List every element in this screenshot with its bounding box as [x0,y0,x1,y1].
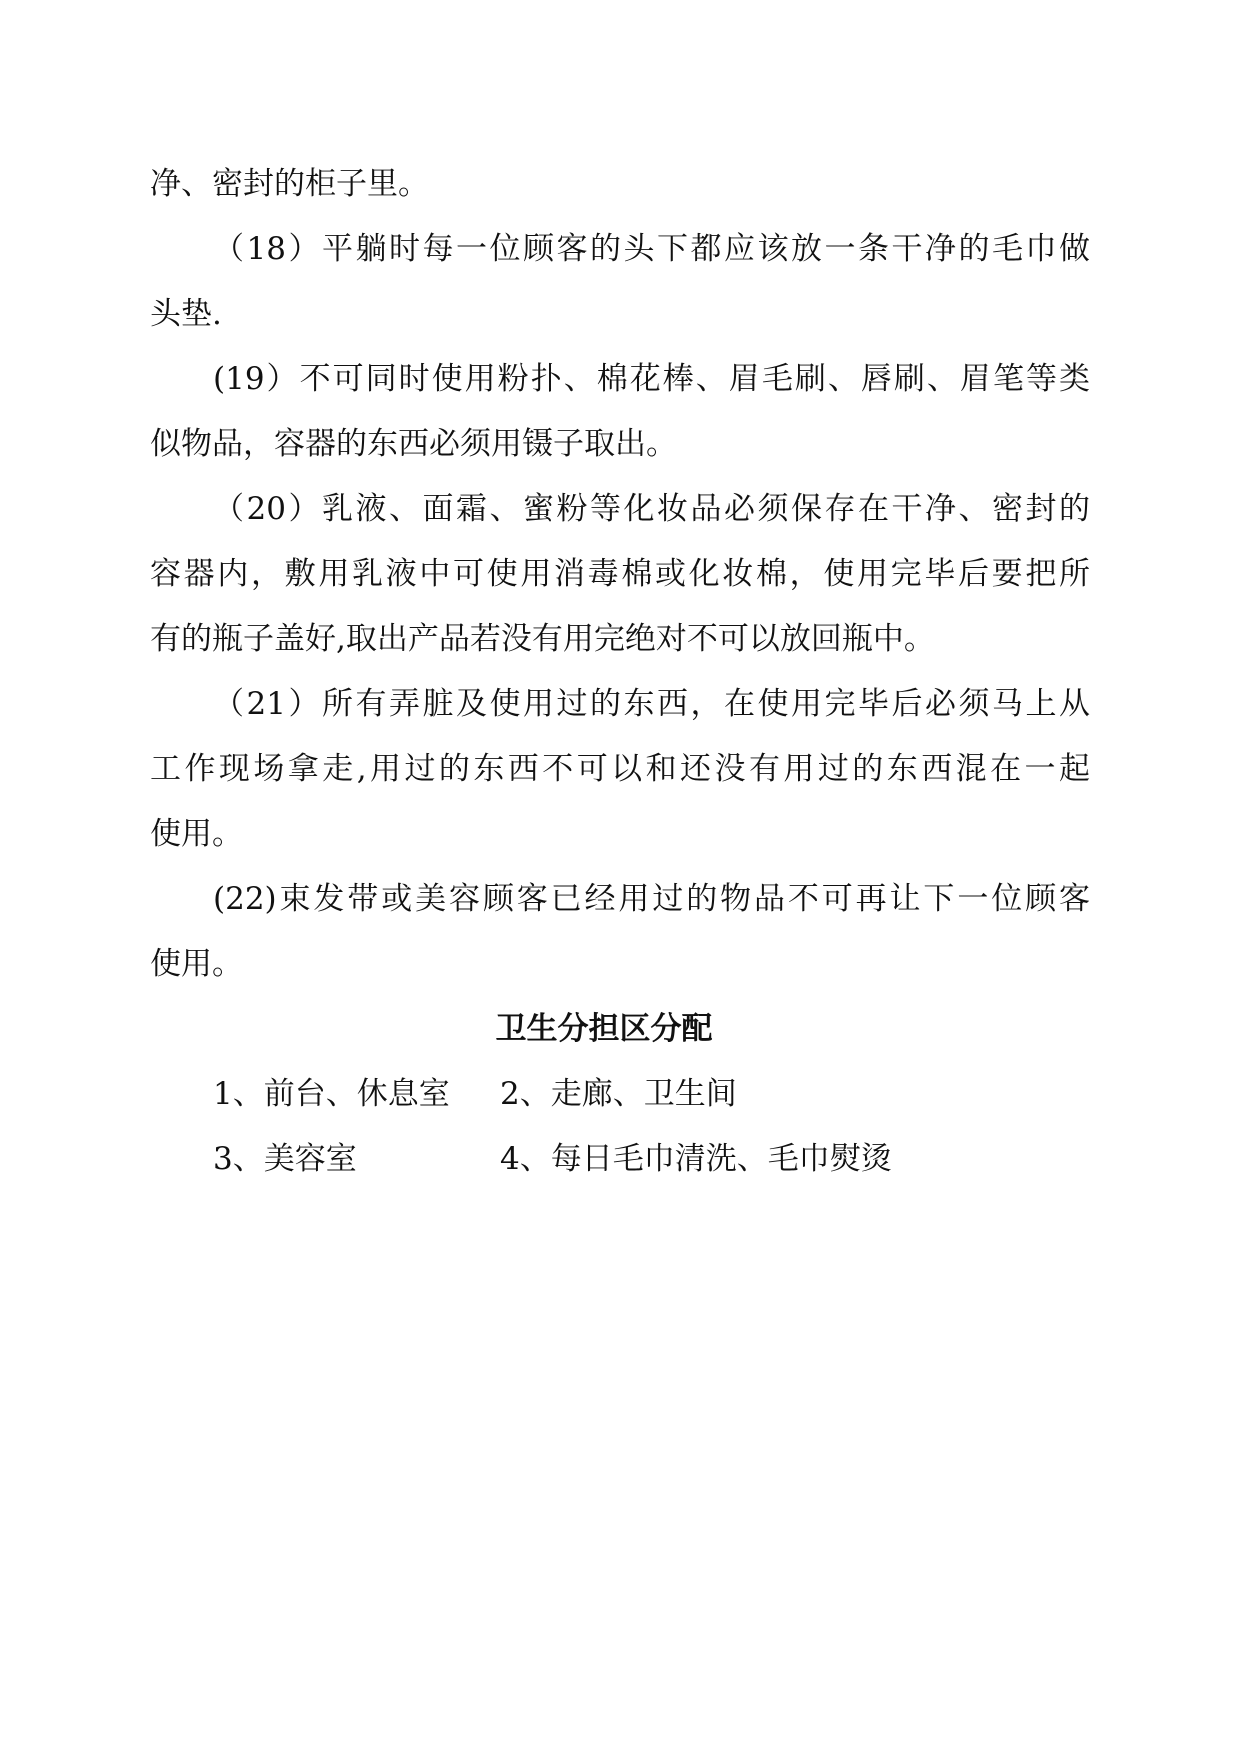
paragraph-line: 工作现场拿走,用过的东西不可以和还没有用过的东西混在一起 [150,751,1090,787]
paragraph-line: （21）所有弄脏及使用过的东西，在使用完毕后必须马上从 [213,686,1090,722]
paragraph-line: (19）不可同时使用粉扑、棉花棒、眉毛刷、唇刷、眉笔等类 [213,361,1090,397]
paragraph-line: 有的瓶子盖好,取出产品若没有用完绝对不可以放回瓶中。 [150,621,935,657]
paragraph-line: （20）乳液、面霜、蜜粉等化妆品必须保存在干净、密封的 [213,491,1090,527]
document-page [150,152,1090,1192]
paragraph-line: （18）平躺时每一位顾客的头下都应该放一条干净的毛巾做 [213,231,1090,267]
assignment-item: 3、美容室 [213,1141,357,1177]
assignment-row [150,1062,1090,1127]
paragraph-line: 使用。 [150,816,243,852]
assignment-row [150,1127,1090,1192]
assignment-item: 4、每日毛巾清洗、毛巾熨烫 [500,1141,892,1177]
assignment-item: 2、走廊、卫生间 [500,1076,737,1112]
paragraph-line: 容器内，敷用乳液中可使用消毒棉或化妆棉，使用完毕后要把所 [150,556,1090,592]
section-title: 卫生分担区分配 [495,1011,713,1047]
paragraph-line: 头垫. [150,296,222,332]
paragraph-line: (22)束发带或美容顾客已经用过的物品不可再让下一位顾客 [213,881,1090,917]
paragraph-line: 净、密封的柜子里。 [150,166,429,202]
paragraph-line: 使用。 [150,946,243,982]
paragraph-line: 似物品，容器的东西必须用镊子取出。 [150,426,677,462]
assignment-item: 1、前台、休息室 [213,1076,450,1112]
